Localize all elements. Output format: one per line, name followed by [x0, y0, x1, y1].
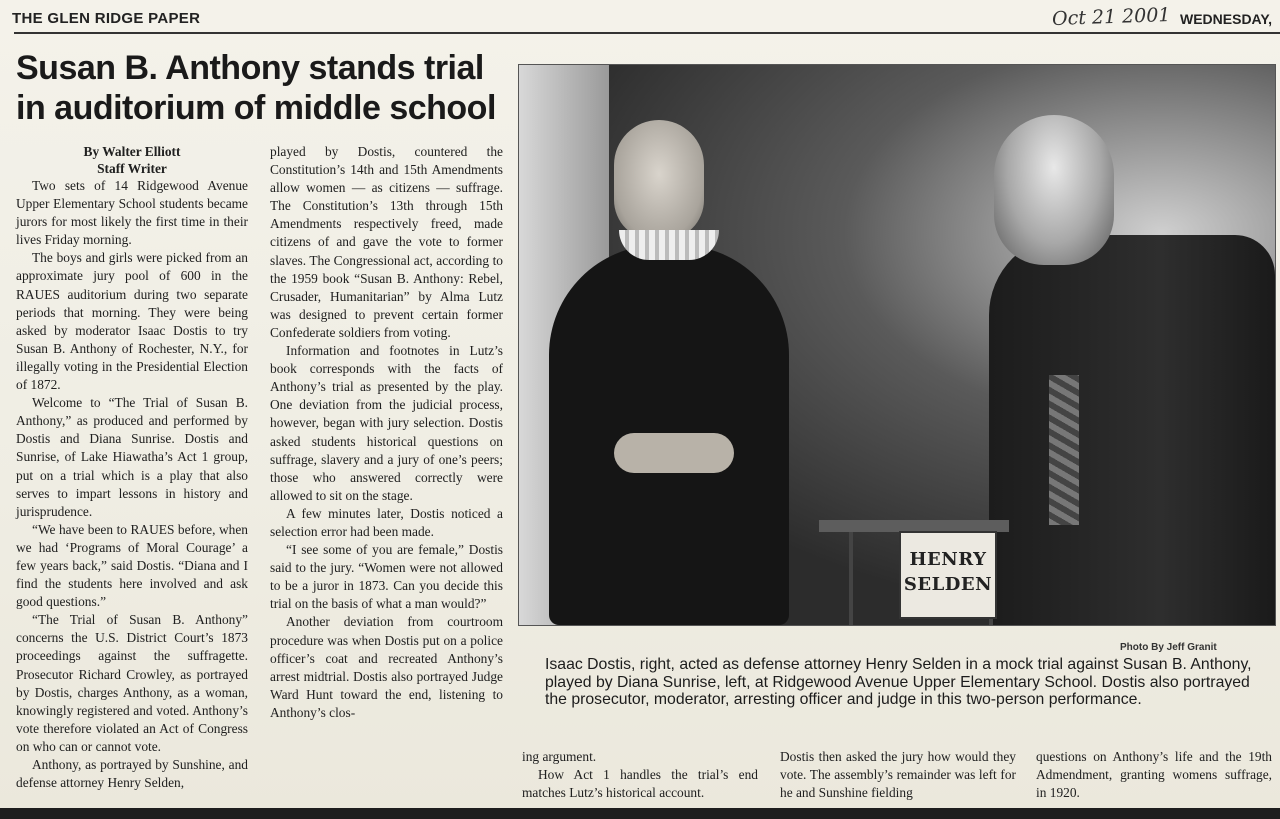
paragraph: Information and footnotes in Lutz’s book corresponds with the facts of Anthony’s trial as presented by the play. One deviation from the judicial process, however, began with jury selection. Dostis asked students historical questions on suffrage, slavery and a jury of one’s peers; those who answered correctly were allowed to sit on the stage. [270, 343, 503, 503]
paragraph: “The Trial of Susan B. Anthony” concerns the U.S. District Court’s 1873 proceedings against the suffragette. Prosecutor Richard Crowley, as portrayed by Dostis, charges Anthony, as a woman, knowingly registered and voted. Anthony’s vote therefore violated an Act of Congress on who can or cannot vote. [16, 612, 248, 754]
paragraph: A few minutes later, Dostis noticed a selection error had been made. [270, 505, 503, 539]
man-head [994, 115, 1114, 265]
sign-line: HENRY [909, 549, 987, 570]
paper-name: THE GLEN RIDGE PAPER [12, 10, 201, 27]
paragraph: How Act 1 handles the trial’s end matches Lutz’s historical account. [522, 767, 758, 800]
handwritten-date: Oct 21 2001 [1051, 3, 1171, 31]
paragraph: Welcome to “The Trial of Susan B. Anthony,” as produced and performed by Dostis and Diana Sunrise. Dostis and Sunrise, of Lake Hiawatha’s Act 1 group, put on a trial which is a play that also serves to impart lessons in history and jurisprudence. [16, 395, 248, 519]
headline: Susan B. Anthony stands trial in auditorium of middle school [16, 49, 496, 127]
bottom-column-3 [1036, 748, 1272, 802]
paragraph: played by Dostis, countered the Constitution’s 14th and 15th Amendments allow women — as citizens — suffrage. The Constitution’s 13th through 15th Amendments respectively freed, made citizens of and gave the vote to former slaves. The Congressional act, according to the 1959 book “Susan B. Anthony: Rebel, Crusader, Humanitarian” by Alma Lutz was designed to prevent certain former Confederate soldiers from voting. [270, 144, 503, 340]
photo-credit: Photo By Jeff Granit [1120, 642, 1217, 653]
paragraph: “I see some of you are female,” Dostis said to the jury. “Women were not allowed to be a juror in 1873. Can you decide this trial on the basis of what a man would?” [270, 542, 503, 612]
byline-role: Staff Writer [97, 161, 167, 176]
woman-head [614, 120, 704, 240]
bottom-column-1 [522, 748, 758, 802]
article-column-2 [270, 143, 503, 722]
woman-hands [614, 433, 734, 473]
article-column-1 [16, 143, 248, 792]
paragraph: “We have been to RAUES before, when we had ‘Programs of Moral Courage’ a few years back,” said Dostis. “Diana and I find the students here involved and ask good questions.” [16, 521, 248, 610]
paragraph: ing argument. [522, 749, 597, 764]
paragraph: questions on Anthony’s life and the 19th Admendment, granting womens suffrage, in 1920. [1036, 749, 1272, 800]
photo-caption: Isaac Dostis, right, acted as defense attorney Henry Selden in a mock trial against Susan B. Anthony, played by Diana Sunrise, left, at Ridgewood Avenue Upper Elementary School. Dostis also portrayed the prosecutor, moderator, arresting officer and judge in this two-person performance. [545, 656, 1252, 709]
masthead-rule [14, 32, 1280, 34]
paragraph: Another deviation from courtroom procedure was when Dostis put on a police officer’s coat and recreated Anthony’s arrest midtrial. Dostis also portrayed Judge Ward Hunt toward the end, listening to Anthony’s clos- [270, 614, 503, 720]
lace-collar [619, 230, 719, 260]
paragraph: The boys and girls were picked from an approximate jury pool of 600 in the RAUES auditorium during two separate periods that morning. They were being asked by moderator Isaac Dostis to try Susan B. Anthony of Rochester, N.Y., for illegally voting in the Presidential Election of 1872. [16, 250, 248, 393]
paragraph: Two sets of 14 Ridgewood Avenue Upper Elementary School students became jurors for most likely the first time in their lives Friday morning. [16, 178, 248, 248]
masthead-day: WEDNESDAY, [1180, 11, 1273, 27]
scan-edge [0, 808, 1280, 819]
byline-author: By Walter Elliott [83, 144, 181, 159]
man-figure [989, 235, 1275, 625]
bottom-column-2 [780, 748, 1016, 802]
name-sign [899, 531, 997, 619]
article-photo [518, 64, 1276, 626]
sign-line: SELDEN [903, 574, 993, 595]
man-tie [1049, 375, 1079, 525]
table-leg [849, 532, 853, 625]
paragraph: Anthony, as portrayed by Sunshine, and defense attorney Henry Selden, [16, 757, 248, 791]
paragraph: Dostis then asked the jury how would they vote. The assembly’s remainder was left for he and Sunshine fielding [780, 749, 1016, 800]
